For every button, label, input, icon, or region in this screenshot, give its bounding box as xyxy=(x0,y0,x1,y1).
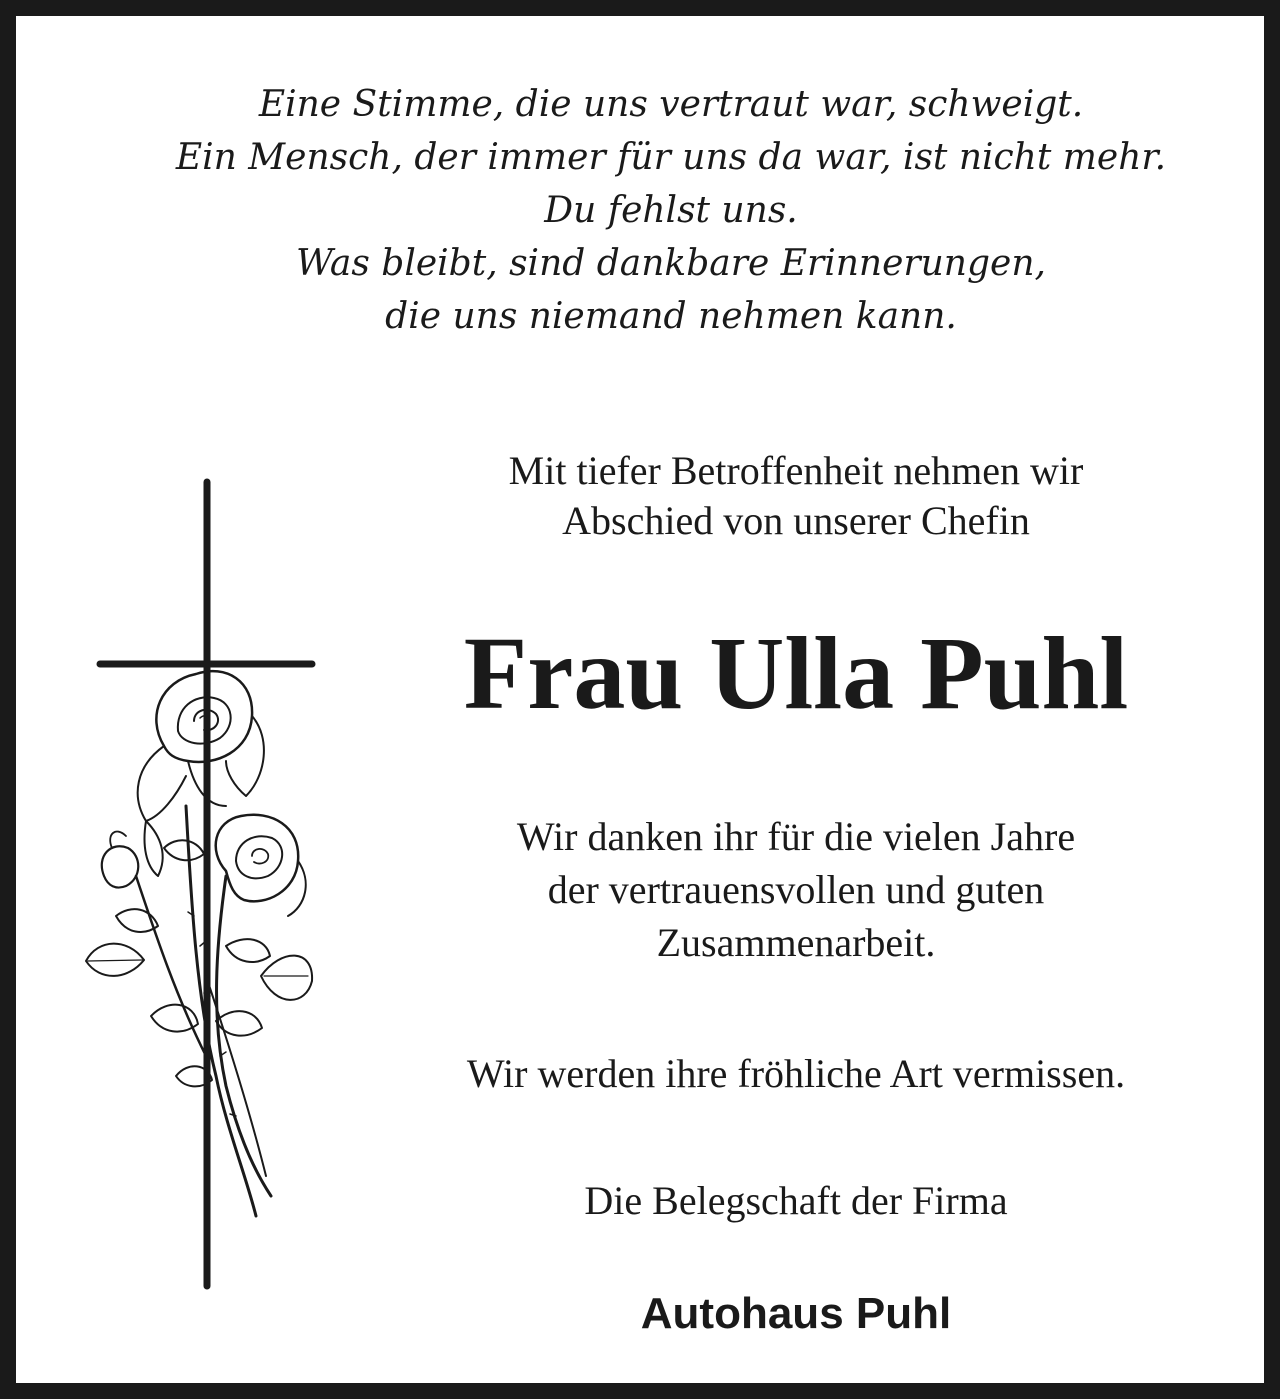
poem-line: die uns niemand nehmen kann. xyxy=(385,296,957,337)
cross-with-roses-icon xyxy=(76,476,336,1296)
thanks-text xyxy=(376,810,1216,969)
thanks-line: Wir danken ihr für die vielen Jahre xyxy=(516,814,1076,859)
intro-line: Mit tiefer Betroffenheit nehmen wir xyxy=(508,448,1084,493)
company-name: Autohaus Puhl xyxy=(640,1289,952,1338)
thanks-line: Zusammenarbeit. xyxy=(656,920,936,965)
poem-verse xyxy=(76,78,1266,343)
signatory-line: Die Belegschaft der Firma xyxy=(584,1178,1008,1223)
poem-line: Eine Stimme, die uns vertraut war, schweigt. xyxy=(258,84,1084,125)
poem-line: Was bleibt, sind dankbare Erinnerungen, xyxy=(296,243,1046,284)
intro-line: Abschied von unserer Chefin xyxy=(562,498,1030,543)
poem-line: Ein Mensch, der immer für uns da war, ist nicht mehr. xyxy=(175,137,1167,178)
farewell-line: Wir werden ihre fröhliche Art vermissen. xyxy=(466,1051,1126,1096)
deceased-name: Frau Ulla Puhl xyxy=(463,616,1129,731)
intro-text xyxy=(376,446,1216,546)
poem-line: Du fehlst uns. xyxy=(544,190,798,231)
thanks-line: der vertrauensvollen und guten xyxy=(547,867,1045,912)
